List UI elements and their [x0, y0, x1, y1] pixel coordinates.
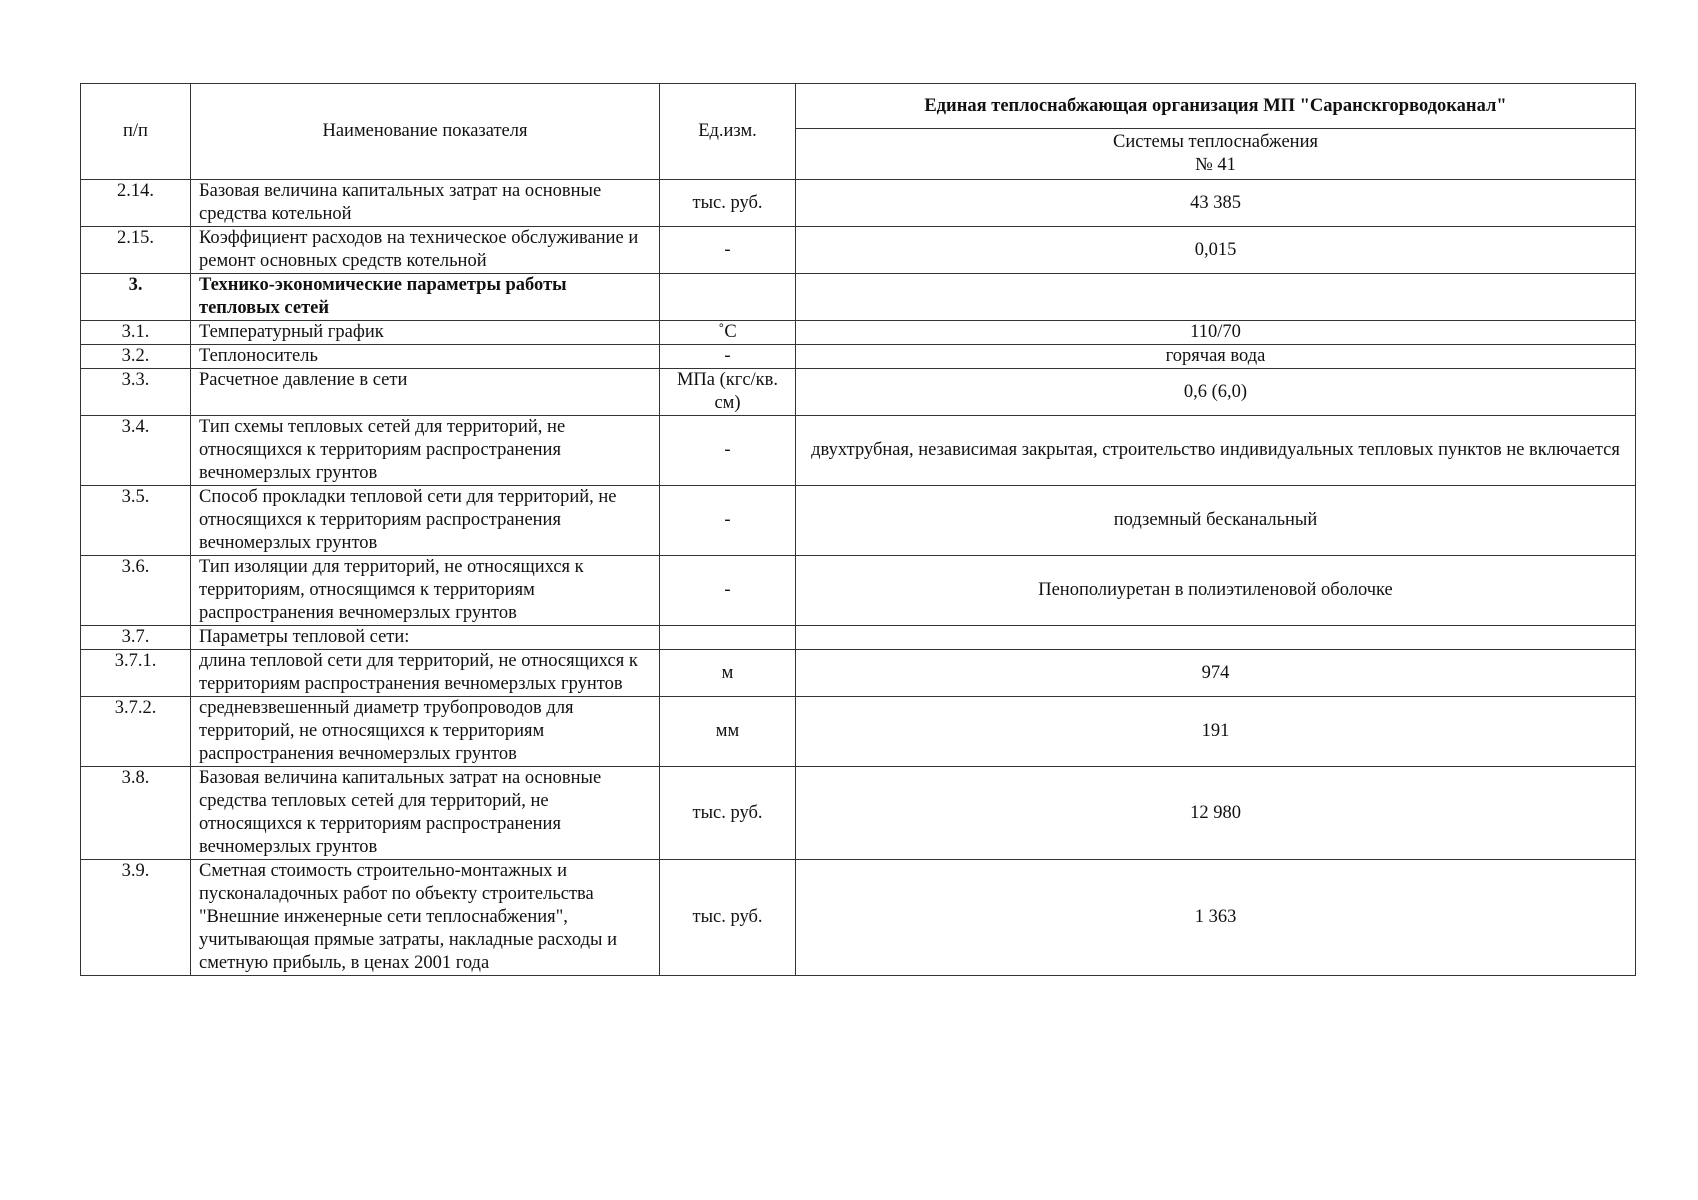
row-value: горячая вода: [796, 345, 1636, 369]
table-row: [81, 227, 1636, 274]
row-unit: тыс. руб.: [660, 860, 796, 976]
row-unit: МПа (кгс/кв. см): [660, 369, 796, 416]
row-unit: мм: [660, 697, 796, 767]
row-unit: тыс. руб.: [660, 767, 796, 860]
row-indicator-name: Тип изоляции для территорий, не относящихся к территориям, относящимся к территориям распространения вечномерзлых грунтов: [191, 556, 660, 626]
row-unit: [660, 274, 796, 321]
row-indicator-name: Сметная стоимость строительно-монтажных и пусконаладочных работ по объекту строительства "Внешние инженерные сети теплоснабжения", учитывающая прямые затраты, накладные расходы и сметную прибыль, в ценах 2001 года: [191, 860, 660, 976]
table-row: [81, 416, 1636, 486]
row-value: 0,015: [796, 227, 1636, 274]
row-number: 3.5.: [81, 486, 191, 556]
row-unit: -: [660, 345, 796, 369]
row-indicator-name: Коэффициент расходов на техническое обслуживание и ремонт основных средств котельной: [191, 227, 660, 274]
row-indicator-name: Тип схемы тепловых сетей для территорий, не относящихся к территориям распространения вечномерзлых грунтов: [191, 416, 660, 486]
row-value: 0,6 (6,0): [796, 369, 1636, 416]
header-unit: Ед.изм.: [660, 84, 796, 180]
row-indicator-name: Способ прокладки тепловой сети для территорий, не относящихся к территориям распространения вечномерзлых грунтов: [191, 486, 660, 556]
table-row: [81, 274, 1636, 321]
row-value: 110/70: [796, 321, 1636, 345]
header-indicator-name: Наименование показателя: [191, 84, 660, 180]
row-value: 191: [796, 697, 1636, 767]
table-row: [81, 180, 1636, 227]
header-organization: Единая теплоснабжающая организация МП "Саранскгорводоканал": [796, 84, 1636, 129]
row-value: 1 363: [796, 860, 1636, 976]
row-unit: ˚С: [660, 321, 796, 345]
header-system: [796, 129, 1636, 180]
row-number: 3.2.: [81, 345, 191, 369]
row-unit: тыс. руб.: [660, 180, 796, 227]
row-number: 2.14.: [81, 180, 191, 227]
row-unit: -: [660, 486, 796, 556]
row-value: [796, 274, 1636, 321]
row-number: 3.4.: [81, 416, 191, 486]
table-row: [81, 345, 1636, 369]
row-value: двухтрубная, независимая закрытая, строительство индивидуальных тепловых пунктов не включается: [796, 416, 1636, 486]
row-number: 3.7.2.: [81, 697, 191, 767]
row-indicator-name: Базовая величина капитальных затрат на основные средства тепловых сетей для территорий, не относящихся к территориям распространения вечномерзлых грунтов: [191, 767, 660, 860]
row-indicator-name: Расчетное давление в сети: [191, 369, 660, 416]
table-row: [81, 369, 1636, 416]
table-row: [81, 556, 1636, 626]
row-unit: -: [660, 556, 796, 626]
row-number: 3.6.: [81, 556, 191, 626]
row-indicator-name: Параметры тепловой сети:: [191, 626, 660, 650]
row-unit: м: [660, 650, 796, 697]
row-unit: -: [660, 227, 796, 274]
row-number: 3.7.1.: [81, 650, 191, 697]
row-value: 43 385: [796, 180, 1636, 227]
header-system-title: Системы теплоснабжения: [1113, 132, 1318, 152]
row-number: 3.: [81, 274, 191, 321]
row-indicator-name: средневзвешенный диаметр трубопроводов для территорий, не относящихся к территориям распространения вечномерзлых грунтов: [191, 697, 660, 767]
header-system-number: № 41: [1195, 155, 1236, 175]
row-value: [796, 626, 1636, 650]
indicators-table: [80, 83, 1636, 976]
row-number: 3.1.: [81, 321, 191, 345]
table-body: [81, 180, 1636, 976]
row-indicator-name: Теплоноситель: [191, 345, 660, 369]
table-header: [81, 84, 1636, 180]
header-number: п/п: [81, 84, 191, 180]
row-indicator-name: Базовая величина капитальных затрат на основные средства котельной: [191, 180, 660, 227]
row-indicator-name: длина тепловой сети для территорий, не относящихся к территориям распространения вечномерзлых грунтов: [191, 650, 660, 697]
row-number: 2.15.: [81, 227, 191, 274]
row-number: 3.7.: [81, 626, 191, 650]
document-page: [80, 83, 1635, 976]
row-unit: -: [660, 416, 796, 486]
row-indicator-name: Температурный график: [191, 321, 660, 345]
row-value: 974: [796, 650, 1636, 697]
row-indicator-name: Технико-экономические параметры работы тепловых сетей: [191, 274, 660, 321]
table-row: [81, 626, 1636, 650]
row-number: 3.3.: [81, 369, 191, 416]
row-number: 3.9.: [81, 860, 191, 976]
table-row: [81, 486, 1636, 556]
row-value: 12 980: [796, 767, 1636, 860]
table-row: [81, 697, 1636, 767]
row-number: 3.8.: [81, 767, 191, 860]
row-unit: [660, 626, 796, 650]
row-value: Пенополиуретан в полиэтиленовой оболочке: [796, 556, 1636, 626]
table-row: [81, 321, 1636, 345]
table-row: [81, 650, 1636, 697]
row-value: подземный бесканальный: [796, 486, 1636, 556]
table-row: [81, 767, 1636, 860]
table-row: [81, 860, 1636, 976]
